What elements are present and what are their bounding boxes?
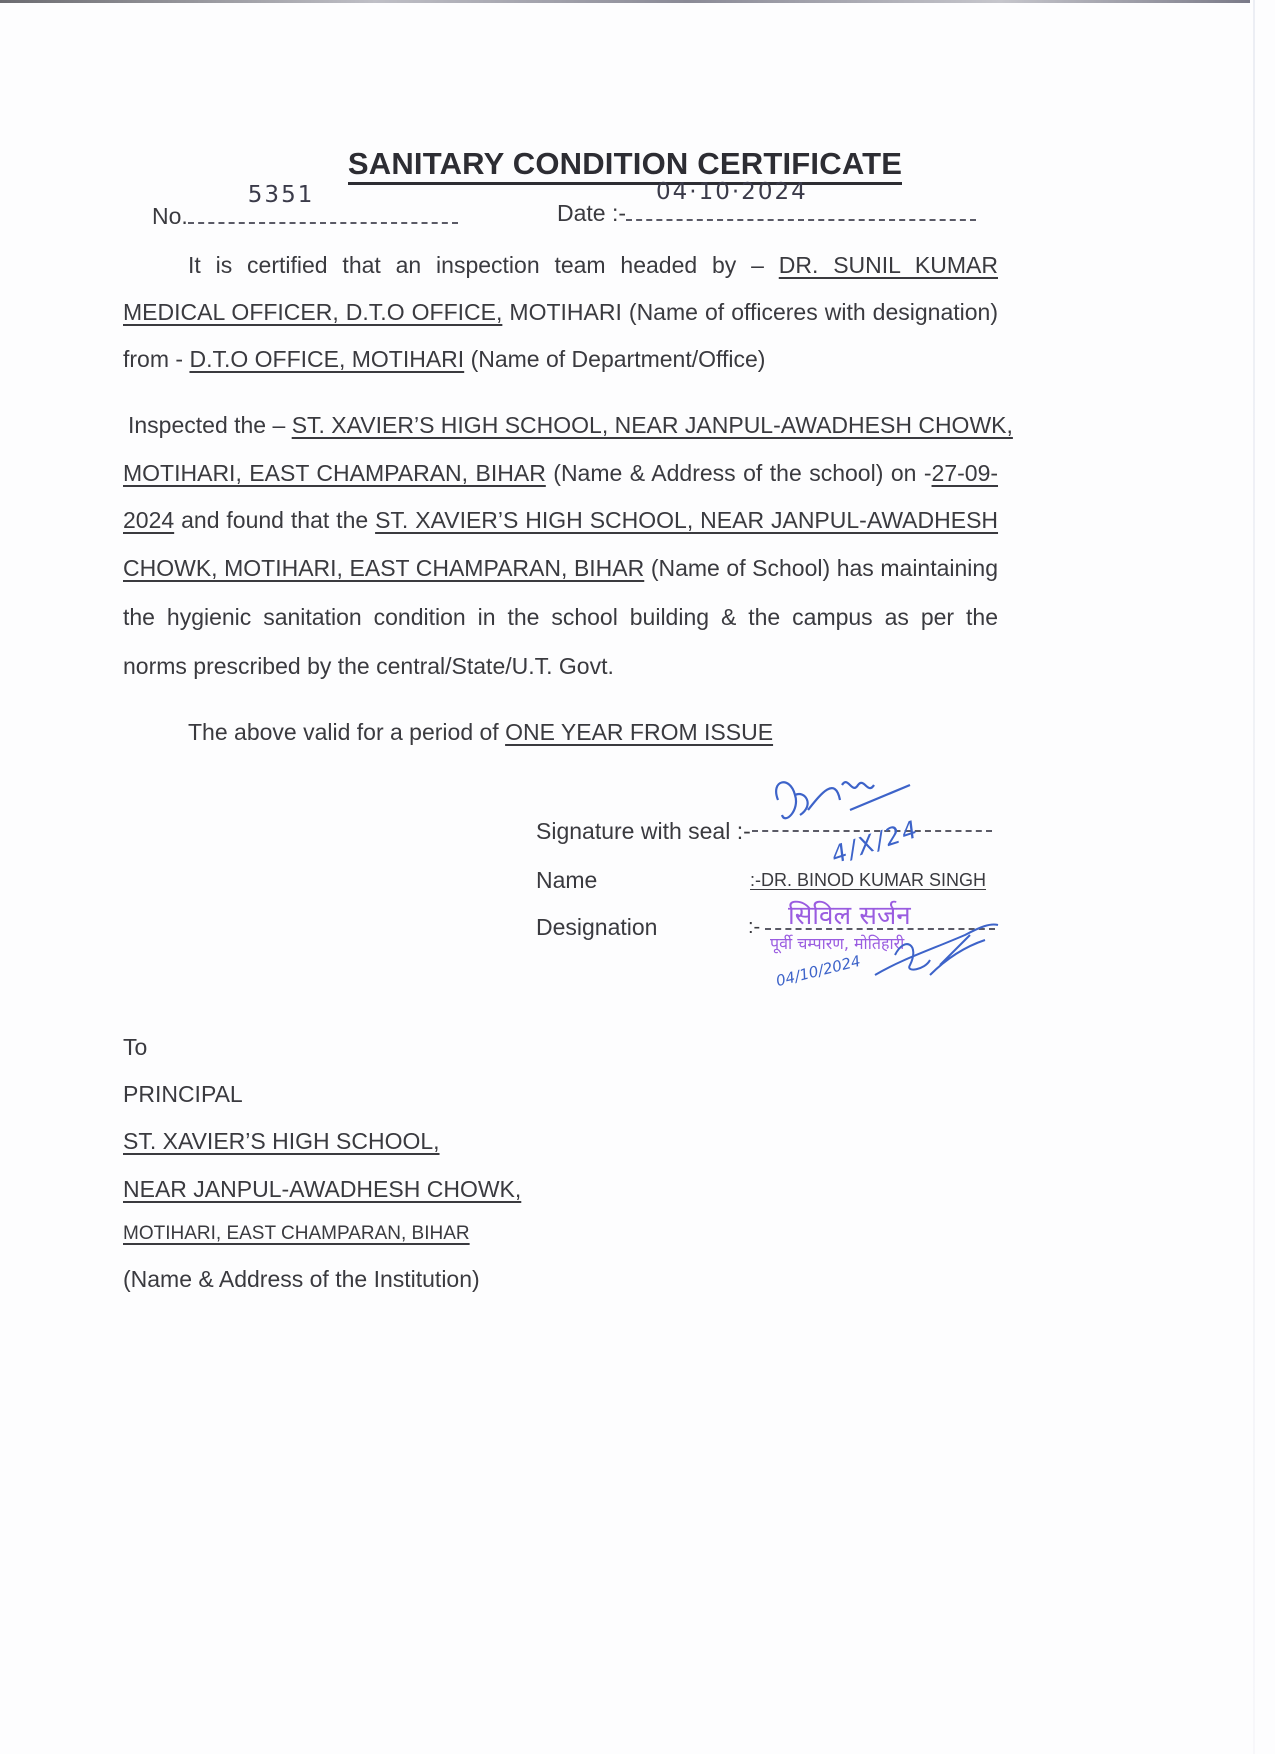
stamp-civil-surgeon: सिविल सर्जन (788, 901, 911, 931)
number-value: 5351 (247, 182, 315, 208)
paragraph2-line6 (123, 653, 614, 680)
school-address-line2: MOTIHARI, EAST CHAMPARAN, BIHAR (123, 460, 546, 486)
school-name-line1: ST. XAVIER’S HIGH SCHOOL, NEAR JANPUL-AWADHESH (375, 507, 999, 533)
designation-label: Designation (536, 914, 658, 940)
body-line6: norms prescribed by the central/State/U.T. Govt. (123, 653, 614, 679)
paragraph1-line1 (188, 252, 998, 279)
scan-top-edge (0, 0, 1250, 3)
officer-name: DR. SUNIL KUMAR (778, 252, 998, 278)
officer-designation: MEDICAL OFFICER, D.T.O OFFICE, (123, 299, 503, 325)
validity-line (188, 719, 773, 746)
school-address-hint: (Name & Address of the school) on - (553, 460, 932, 486)
recipient-line1: ST. XAVIER’S HIGH SCHOOL, (123, 1128, 440, 1154)
inspection-date-part2: 2024 (123, 507, 175, 533)
recipient-line3: MOTIHARI, EAST CHAMPARAN, BIHAR (123, 1223, 470, 1244)
page-title (0, 146, 1250, 182)
paragraph2-line1 (128, 412, 1013, 439)
paragraph2-line4 (123, 555, 998, 582)
certificate-title: SANITARY CONDITION CERTIFICATE (348, 146, 902, 185)
inspected-label: Inspected the – (128, 412, 286, 438)
paragraph2-line5 (123, 604, 998, 631)
paragraph1-line3 (123, 346, 765, 373)
paragraph2-line2 (123, 460, 998, 487)
officer-hint: (Name of officeres with designation) (628, 299, 998, 325)
validity-text: The above valid for a period of (188, 719, 499, 745)
paragraph2-line3 (123, 507, 998, 534)
recipient-line2: NEAR JANPUL-AWADHESH CHOWK, (123, 1176, 522, 1202)
officer-city: MOTIHARI (509, 299, 622, 325)
designation-sep: :- (748, 916, 761, 938)
number-label: No. (152, 203, 188, 229)
date-value: 04·10·2024 (656, 179, 808, 205)
inspection-date-part1: 27-09- (931, 460, 999, 486)
department-name: D.T.O OFFICE, MOTIHARI (189, 346, 465, 372)
date-label: Date :- (557, 200, 627, 226)
intro-text: It is certified that an inspection team headed by – (188, 252, 764, 278)
school-name-hint: (Name of School) has maintaining (650, 555, 998, 581)
signature-label: Signature with seal :- (536, 818, 751, 844)
number-field (188, 182, 458, 224)
recipient-hint: (Name & Address of the Institution) (123, 1266, 480, 1292)
school-name-line2: CHOWK, MOTIHARI, EAST CHAMPARAN, BIHAR (123, 555, 645, 581)
paragraph1-line2 (123, 299, 998, 326)
certificate-date-row (557, 179, 976, 227)
signatory-name: :-DR. BINOD KUMAR SINGH (750, 870, 987, 890)
recipient-to: To (123, 1034, 148, 1060)
signature-date: 4/X/24 (827, 814, 923, 870)
school-address-line1: ST. XAVIER’S HIGH SCHOOL, NEAR JANPUL-AWADHESH CHOWK, (291, 412, 1013, 438)
scan-right-edge (1253, 0, 1255, 1754)
found-text: and found that the (181, 507, 369, 533)
validity-period: ONE YEAR FROM ISSUE (505, 719, 774, 745)
name-label: Name (536, 867, 598, 893)
certificate-number-row (152, 182, 458, 230)
from-label: from - (123, 346, 184, 372)
recipient-title: PRINCIPAL (123, 1081, 243, 1107)
date-field (626, 179, 976, 221)
stamp-district: पूर्वी चम्पारण, मोतिहारी (770, 934, 905, 953)
body-line5: the hygienic sanitation condition in the school building & the campus as per the (123, 604, 998, 630)
department-hint: (Name of Department/Office) (470, 346, 766, 372)
stamp-handwritten-date: 04/10/2024 (774, 951, 863, 991)
countersign-scribble-icon (870, 915, 1000, 985)
